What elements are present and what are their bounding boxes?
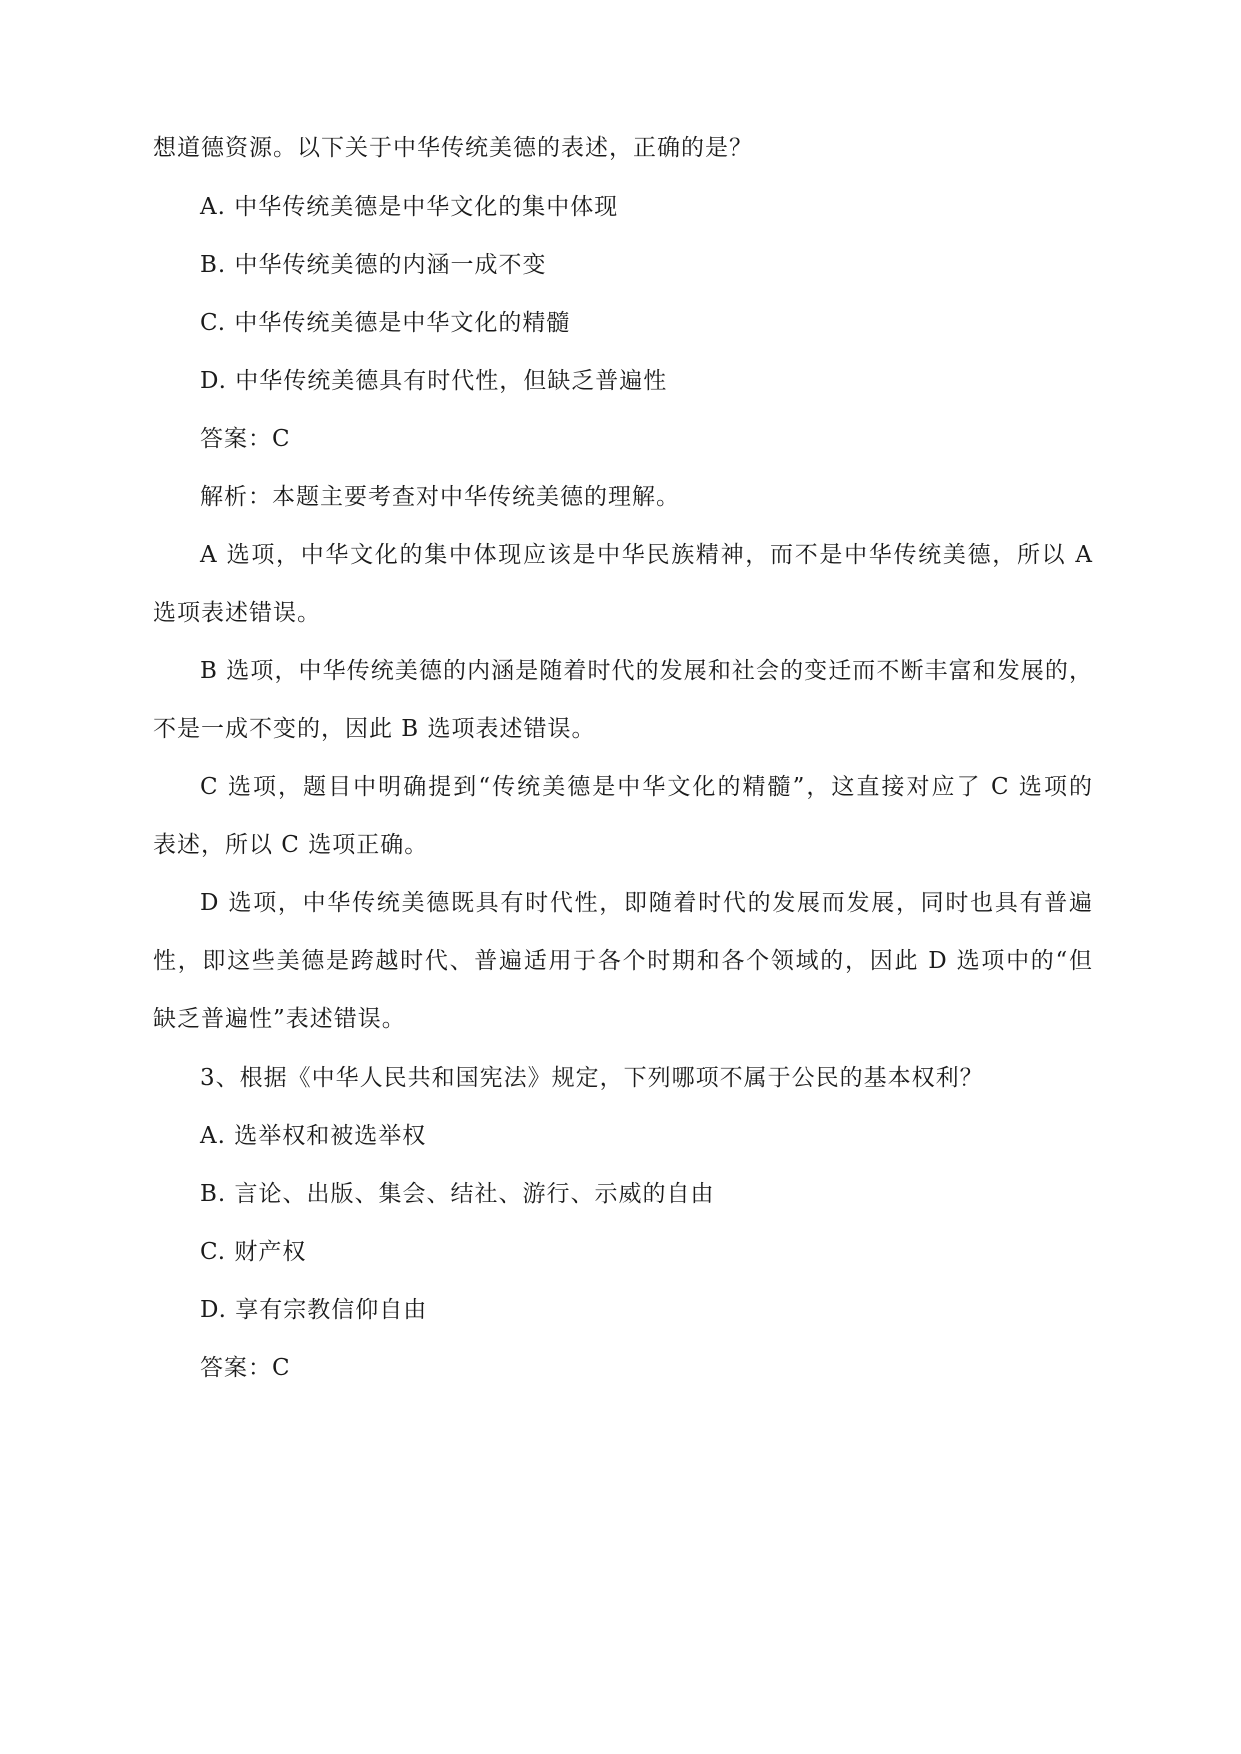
q2-answer: 答案：C xyxy=(200,426,291,452)
q2-analysis-d-line1: D 选项，中华传统美德既具有时代性，即随着时代的发展而发展，同时也具有普遍 xyxy=(200,890,1093,916)
q3-option-d: D. 享有宗教信仰自由 xyxy=(200,1297,428,1323)
q2-stem-tail: 想道德资源。以下关于中华传统美德的表述，正确的是？ xyxy=(153,135,753,161)
q2-option-d: D. 中华传统美德具有时代性，但缺乏普遍性 xyxy=(200,368,668,394)
q2-analysis-a-line1: A 选项，中华文化的集中体现应该是中华民族精神，而不是中华传统美德，所以 A xyxy=(200,542,1093,568)
q3-answer: 答案：C xyxy=(200,1355,291,1381)
q2-analysis-d-line2: 性，即这些美德是跨越时代、普遍适用于各个时期和各个领域的，因此 D 选项中的“但 xyxy=(153,948,1093,974)
q2-analysis-d-line3: 缺乏普遍性”表述错误。 xyxy=(153,1006,406,1032)
q2-analysis-a-line2: 选项表述错误。 xyxy=(153,600,321,626)
q2-analysis-c-line2: 表述，所以 C 选项正确。 xyxy=(153,832,429,858)
q3-stem: 3、根据《中华人民共和国宪法》规定，下列哪项不属于公民的基本权利？ xyxy=(200,1065,984,1091)
q2-analysis-b-line2: 不是一成不变的，因此 B 选项表述错误。 xyxy=(153,716,596,742)
q2-analysis-b-line1: B 选项，中华传统美德的内涵是随着时代的发展和社会的变迁而不断丰富和发展的， xyxy=(200,658,1093,684)
q3-option-b: B. 言论、出版、集会、结社、游行、示威的自由 xyxy=(200,1181,715,1207)
q3-option-c: C. 财产权 xyxy=(200,1239,307,1265)
q2-option-b: B. 中华传统美德的内涵一成不变 xyxy=(200,252,547,278)
q2-analysis-intro: 解析：本题主要考查对中华传统美德的理解。 xyxy=(200,484,680,510)
q2-option-c: C. 中华传统美德是中华文化的精髓 xyxy=(200,310,571,336)
q2-analysis-c-line1: C 选项，题目中明确提到“传统美德是中华文化的精髓”，这直接对应了 C 选项的 xyxy=(200,774,1093,800)
q3-option-a: A. 选举权和被选举权 xyxy=(200,1123,427,1149)
q2-option-a: A. 中华传统美德是中华文化的集中体现 xyxy=(200,194,619,220)
